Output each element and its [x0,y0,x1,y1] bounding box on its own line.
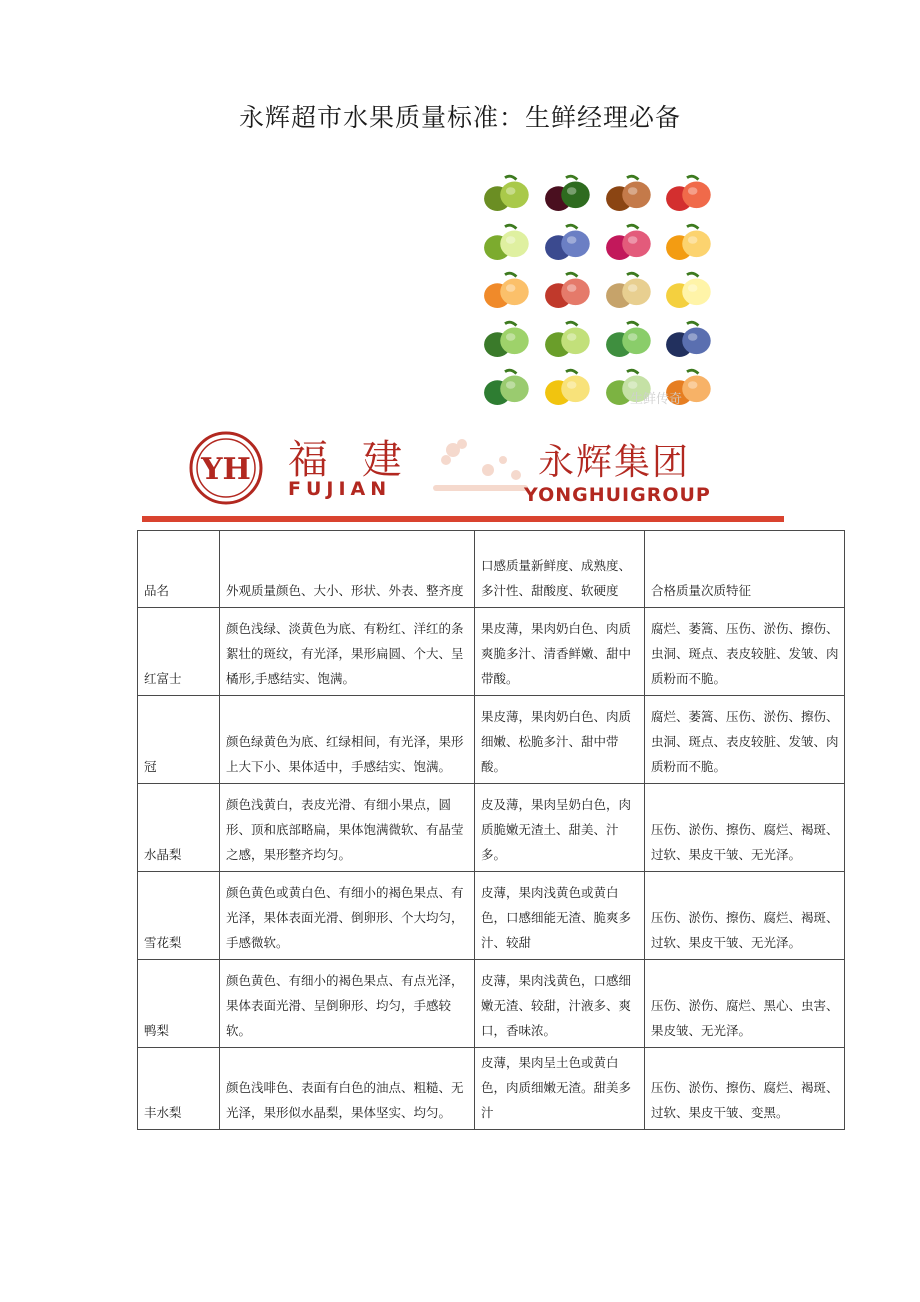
pear-icon [600,269,658,315]
yh-logo-icon [188,430,264,506]
melon-icon [539,366,597,412]
fruit-quality-table [137,530,845,1130]
orange-half-icon [660,221,718,267]
cell-defects: 压伤、淤伤、擦伤、腐烂、褐斑、过软、果皮干皱、无光泽。 [645,784,845,872]
cherries-icon [539,172,597,218]
table-header-row [138,531,845,608]
kiwi-icon [478,172,536,218]
lemon-icon [660,269,718,315]
page-title: 永辉超市水果质量标准：生鲜经理必备 [238,103,681,132]
red-apple-icon [539,269,597,315]
table-row [138,784,845,872]
fujian-chinese: 福建 [288,437,436,483]
header-name: 品名 [138,531,220,608]
kiwi-half-icon [478,221,536,267]
cell-appearance: 颜色黄色、有细小的褐色果点、有点光泽，果体表面光滑、呈倒卵形、均匀，手感较软。 [220,960,475,1048]
cell-defects: 压伤、淤伤、擦伤、腐烂、褐斑、过软、果皮干皱、无光泽。 [645,872,845,960]
apricot-icon [478,269,536,315]
yonghui-chinese: 永辉集团 [538,442,691,483]
cell-defects: 压伤、淤伤、腐烂、黑心、虫害、果皮皱、无光泽。 [645,960,845,1048]
cell-name: 雪花梨 [138,872,220,960]
cell-taste: 果皮薄，果肉奶白色、肉质细嫩、松脆多汁、甜中带酸。 [475,696,645,784]
table-row [138,960,845,1048]
fujian-english: FUJIAN [288,478,392,500]
cell-taste: 皮薄，果肉呈土色或黄白色，肉质细嫩无渣。甜美多汁 [475,1048,645,1130]
table-row [138,696,845,784]
lychee-icon [600,172,658,218]
company-banner [138,420,786,524]
cell-defects: 腐烂、萎篙、压伤、淤伤、擦伤、虫洞、斑点、表皮较脏、发皱、肉质粉而不脆。 [645,696,845,784]
cell-appearance: 颜色浅绿、淡黄色为底、有粉红、洋红的条絮壮的斑纹，有光泽，果形扁圆、个大、呈橘形,手感结实、饱满。 [220,608,475,696]
cell-appearance: 颜色黄色或黄白色、有细小的褐色果点、有光泽，果体表面光滑、倒卵形、个大均匀，手感微软。 [220,872,475,960]
cell-appearance: 颜色浅黄白，表皮光滑、有细小果点，圆形、顶和底部略扁，果体饱满微软、有晶莹之感，果形整齐均匀。 [220,784,475,872]
blueberry-icon [660,318,718,364]
cell-defects: 腐烂、萎篙、压伤、淤伤、擦伤、虫洞、斑点、表皮较脏、发皱、肉质粉而不脆。 [645,608,845,696]
header-appearance: 外观质量颜色、大小、形状、外表、整齐度 [220,531,475,608]
header-defects: 合格质量次质特征 [645,531,845,608]
cell-name: 丰水梨 [138,1048,220,1130]
banner-divider [142,516,784,522]
green-beans-icon [600,318,658,364]
cell-name: 红富士 [138,608,220,696]
cell-taste: 果皮薄，果肉奶白色、肉质爽脆多汁、清香鲜嫩、甜中带酸。 [475,608,645,696]
plum-icon [539,221,597,267]
flower-decoration-icon [428,430,533,500]
watermelon-icon [478,366,536,412]
cell-taste: 皮薄，果肉浅黄色，口感细嫩无渣、较甜，汁液多、爽口，香味浓。 [475,960,645,1048]
table-row [138,608,845,696]
image-watermark: 生鲜传奇 [630,392,683,407]
yonghui-english: YONGHUIGROUP [524,484,711,506]
grapes-icon [478,318,536,364]
cell-taste: 皮薄，果肉浅黄色或黄白色，口感细能无渣、脆爽多汁、较甜 [475,872,645,960]
cell-defects: 压伤、淤伤、擦伤、腐烂、褐斑、过软、果皮干皱、变黑。 [645,1048,845,1130]
cell-taste: 皮及薄，果肉呈奶白色，肉质脆嫩无渣土、甜美、汁多。 [475,784,645,872]
cell-name: 水晶梨 [138,784,220,872]
table-row [138,1048,845,1130]
table-row [138,872,845,960]
strawberry-icon [660,172,718,218]
cell-appearance: 颜色绿黄色为底、红绿相间，有光泽，果形上大下小、果体适中，手感结实、饱满。 [220,696,475,784]
cell-name: 冠 [138,696,220,784]
green-grapes-icon [539,318,597,364]
raspberry-icon [600,221,658,267]
cell-appearance: 颜色浅啡色、表面有白色的油点、粗糙、无光泽，果形似水晶梨，果体坚实、均匀。 [220,1048,475,1130]
svg-text:YH: YH [201,452,251,487]
fruit-collage-image [478,172,718,412]
header-taste: 口感质量新鲜度、成熟度、多汁性、甜酸度、软硬度 [475,531,645,608]
cell-name: 鸭梨 [138,960,220,1048]
